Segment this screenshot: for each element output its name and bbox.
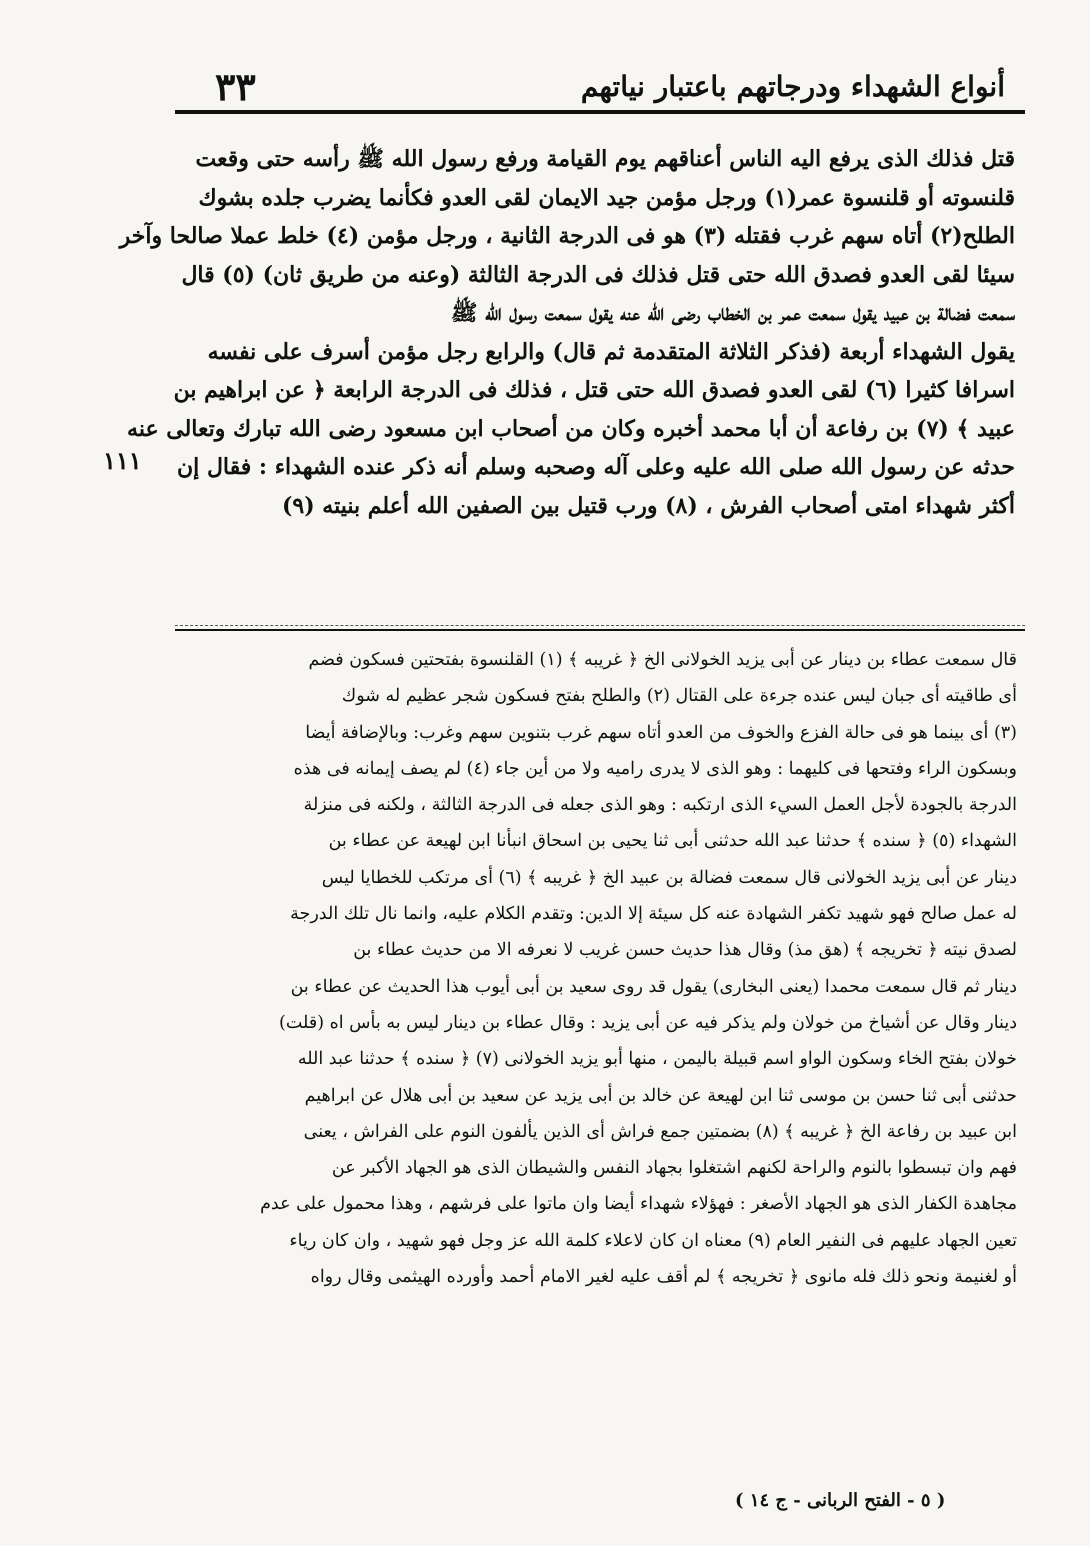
- main-text-line: الطلح(٢) أتاه سهم غرب فقتله (٣) هو فى الدرجة الثانية ، ورجل مؤمن (٤) خلط عملا صالحا وآخر: [119, 223, 1015, 249]
- footnote-line: (٣) أى بينما هو فى حالة الفزع والخوف من العدو أتاه سهم غرب بتنوين سهم وغرب: وبالإضافة أيضا: [305, 722, 1017, 743]
- footnote-line: فهم وان تبسطوا بالنوم والراحة لكنهم اشتغلوا بجهاد النفس والشيطان الذى هو الجهاد الأكبر عن: [331, 1158, 1017, 1179]
- footnote-line: دينار وقال عن أشياخ من خولان ولم يذكر فيه عن أبى يزيد : وقال عطاء بن دينار ليس به بأس اه (قلت): [279, 1012, 1017, 1033]
- footnote-line: له عمل صالح فهو شهيد تكفر الشهادة عنه كل سيئة إلا الدين: وتقدم الكلام عليه، وانما نال تلك الدرجة: [290, 904, 1017, 925]
- main-text-line: قلنسوته أو قلنسوة عمر(١) ورجل مؤمن جيد الايمان لقى العدو فكأنما يضرب جلده بشوك: [198, 184, 1015, 211]
- main-text-line: سمعت فضالة بن عبيد يقول سمعت عمر بن الخطاب رضى الله عنه يقول سمعت رسول الله ﷺ: [450, 300, 1015, 326]
- footnote-line: مجاهدة الكفار الذى هو الجهاد الأصغر : فهؤلاء شهداء أيضا وان ماتوا على فرشهم ، وهذا محمول على عدم: [260, 1194, 1017, 1215]
- running-title: أنواع الشهداء ودرجاتهم باعتبار نياتهم: [580, 70, 1005, 103]
- hadith-number: ١١١: [103, 446, 142, 475]
- footnote-line: وبسكون الراء وفتحها فى كليهما : وهو الذى لا يدرى راميه ولا من أين جاء (٤) لم يصف إيمانه فى هذه: [293, 758, 1017, 779]
- footnote-line: الشهداء (٥) ﴿ سنده ﴾ حدثنا عبد الله حدثنى أبى ثنا يحيى بن اسحاق انبأنا ابن لهيعة عن عطاء بن: [328, 831, 1017, 852]
- footnote-line: دينار عن أبى يزيد الخولانى قال سمعت فضالة بن عبيد الخ ﴿ غريبه ﴾ (٦) أى مرتكب للخطايا ليس: [321, 867, 1017, 888]
- footnote-line: أو لغنيمة ونحو ذلك فله مانوى ﴿ تخريجه ﴾ لم أقف عليه لغير الامام أحمد وأورده الهيثمى وقال رواه: [310, 1267, 1017, 1288]
- main-text-line: أكثر شهداء امتى أصحاب الفرش ، (٨) ورب قتيل بين الصفين الله أعلم بنيته (٩): [281, 492, 1015, 519]
- main-text-line: يقول الشهداء أربعة (فذكر الثلاثة المتقدمة ثم قال) والرابع رجل مؤمن أسرف على نفسه: [207, 338, 1015, 365]
- header-rule: [175, 110, 1025, 114]
- main-text-line: سيئا لقى العدو فصدق الله حتى قتل فذلك فى الدرجة الثالثة (وعنه من طريق ثان) (٥) قال: [181, 261, 1015, 288]
- main-text-line: حدثه عن رسول الله صلى الله عليه وعلى آله وصحبه وسلم أنه ذكر عنده الشهداء : فقال إن: [177, 454, 1015, 480]
- footnote-line: قال سمعت عطاء بن دينار عن أبى يزيد الخولانى الخ ﴿ غريبه ﴾ (١) القلنسوة بفتحتين فسكون فضم: [308, 650, 1017, 670]
- signature-mark: ( ٥ - الفتح الربانى - ج ١٤ ): [735, 1490, 946, 1511]
- footnote-line: أى طاقيته أى جبان ليس عنده جرءة على القتال (٢) والطلح بفتح فسكون شجر عظيم له شوك: [341, 686, 1017, 707]
- footnote-separator: [175, 629, 1025, 631]
- footnote-line: لصدق نيته ﴿ تخريجه ﴾ (هق مذ) وقال هذا حديث حسن غريب لا نعرفه الا من حديث عطاء بن: [353, 940, 1017, 961]
- footnote-line: دينار ثم قال سمعت محمدا (يعنى البخارى) يقول قد روى سعيد بن أبى أيوب هذا الحديث عن عطاء بن: [290, 976, 1017, 997]
- page-header: [175, 58, 1015, 108]
- footnote-line: ابن عبيد بن رفاعة الخ ﴿ غريبه ﴾ (٨) بضمتين جمع فراش أى الذين يألفون النوم على الفراش ، يعنى: [303, 1121, 1017, 1142]
- footnote-line: تعين الجهاد عليهم فى النفير العام (٩) معناه ان كان لاعلاء كلمة الله عز وجل فهو شهيد ، وان كان رياء: [289, 1230, 1017, 1251]
- main-text-line: عبيد ﴾ (٧) بن رفاعة أن أبا محمد أخبره وكان من أصحاب ابن مسعود رضى الله تبارك وتعالى عنه: [127, 415, 1015, 442]
- footnote-line: حدثنى أبى ثنا حسن بن موسى ثنا ابن لهيعة عن خالد بن أبى يزيد عن سعيد بن أبى هلال عن ابراهيم: [304, 1085, 1017, 1106]
- main-text-line: اسرافا كثيرا (٦) لقى العدو فصدق الله حتى قتل ، فذلك فى الدرجة الرابعة ﴿ عن ابراهيم بن: [173, 377, 1015, 403]
- footnotes: [182, 642, 1017, 1295]
- page-number: ٣٣: [215, 64, 256, 109]
- footnote-line: الدرجة بالجودة لأجل العمل السيء الذى ارتكبه : وهو الذى جعله فى الدرجة الثالثة ، ولكنه فى منزلة: [303, 795, 1017, 816]
- footnote-line: خولان بفتح الخاء وسكون الواو اسم قبيلة باليمن ، منها أبو يزيد الخولانى (٧) ﴿ سنده ﴾ حدثنا عبد الله: [297, 1049, 1017, 1070]
- main-text-line: قتل فذلك الذى يرفع اليه الناس أعناقهم يوم القيامة ورفع رسول الله ﷺ رأسه حتى وقعت: [195, 146, 1015, 172]
